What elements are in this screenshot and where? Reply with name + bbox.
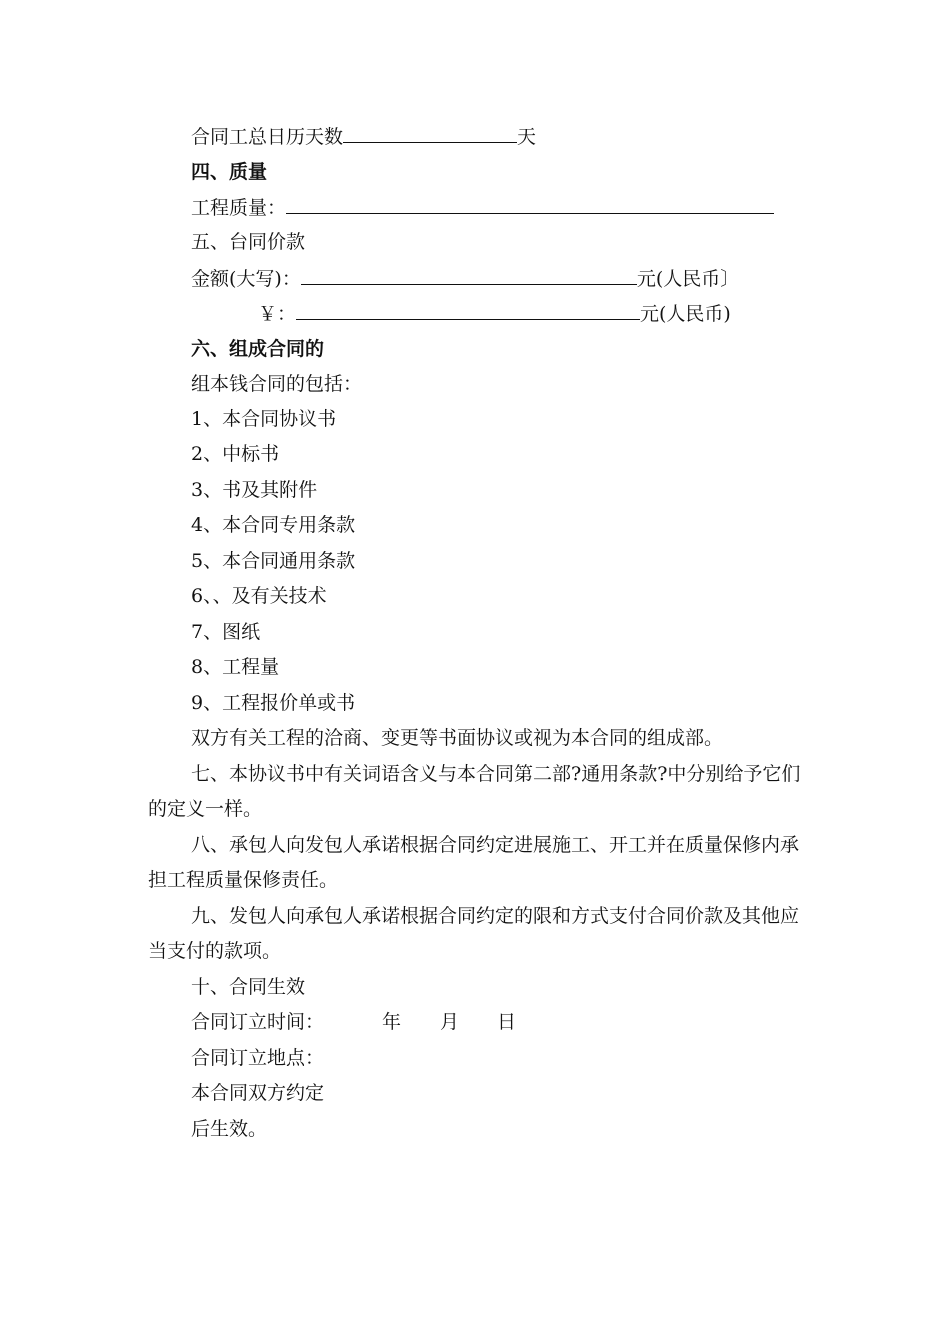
- composition-item: 3、书及其附件: [191, 479, 318, 501]
- amount-figures-row: [258, 301, 731, 326]
- amount-words-label: 金额(大写)：: [191, 268, 301, 290]
- composition-item: 1、本合同协议书: [191, 408, 337, 430]
- composition-item: 6、、及有关技术: [191, 585, 327, 607]
- section-quality-heading: 四、质量: [191, 161, 268, 183]
- signing-month-label: 月: [440, 1011, 460, 1033]
- quality-row: [191, 195, 774, 220]
- effect-agreement-line-1: 本合同双方约定: [191, 1082, 325, 1104]
- effect-agreement-line-2: 后生效。: [191, 1118, 268, 1140]
- composition-note: 双方有关工程的洽商、变更等书面协议或视为本合同的组成部。: [191, 727, 724, 749]
- section-composition-heading: 六、组成合同的: [191, 338, 325, 360]
- composition-item: 9、工程报价单或书: [191, 692, 356, 714]
- amount-words-row: [191, 266, 739, 291]
- amount-words-unit: 元(人民币〕: [636, 268, 740, 290]
- composition-item: 8、工程量: [191, 656, 280, 678]
- composition-item: 2、中标书: [191, 443, 280, 465]
- amount-figures-blank: [296, 301, 640, 320]
- clause-8-line-2: 担工程质量保修责任。: [148, 869, 339, 891]
- amount-figures-unit: 元(人民币): [640, 303, 731, 325]
- duration-row: [191, 124, 536, 149]
- signing-place-label: 合同订立地点：: [191, 1047, 325, 1069]
- clause-7-line-2: 的定义一样。: [148, 798, 263, 820]
- composition-intro: 组本钱合同的包括：: [191, 373, 363, 395]
- signing-year-label: 年: [382, 1011, 402, 1033]
- signing-time-label: 合同订立时间：: [191, 1011, 325, 1033]
- duration-label: 合同工总日历天数: [191, 126, 344, 148]
- amount-words-blank: [301, 266, 637, 285]
- composition-item: 5、本合同通用条款: [191, 550, 356, 572]
- composition-item: 7、图纸: [191, 621, 261, 643]
- quality-label: 工程质量：: [191, 197, 287, 219]
- amount-figures-label: ￥：: [258, 303, 297, 325]
- section-effect-heading: 十、合同生效: [191, 976, 306, 998]
- clause-9-line-2: 当支付的款项。: [148, 940, 282, 962]
- duration-blank: [343, 124, 517, 143]
- signing-day-label: 日: [497, 1011, 517, 1033]
- section-price-heading: 五、台同价款: [191, 231, 306, 253]
- duration-unit: 天: [517, 126, 537, 148]
- clause-8-line-1: 八、承包人向发包人承诺根据合同约定进展施工、开工并在质量保修内承: [191, 834, 800, 856]
- composition-item: 4、本合同专用条款: [191, 514, 356, 536]
- quality-blank: [286, 195, 774, 214]
- clause-7-line-1: 七、本协议书中有关词语含义与本合同第二部?通用条款?中分别给予它们: [191, 763, 801, 785]
- clause-9-line-1: 九、发包人向承包人承诺根据合同约定的限和方式支付合同价款及其他应: [191, 905, 800, 927]
